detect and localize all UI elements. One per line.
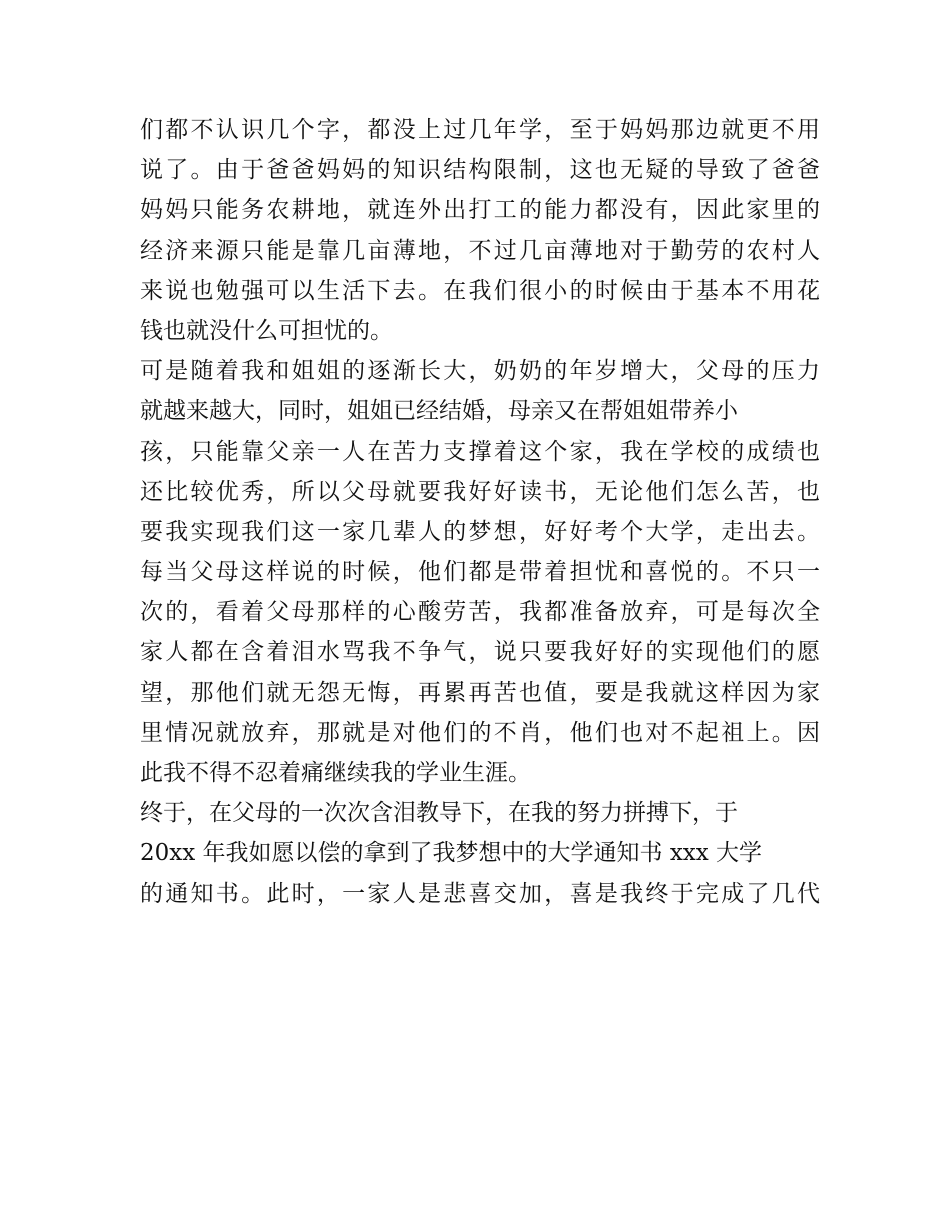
text-line: 望，那他们就无怨无悔，再累再苦也值，要是我就这样因为家 (140, 679, 820, 706)
text-line: 要我实现我们这一家几辈人的梦想，好好考个大学，走出去。 (140, 518, 820, 545)
text-line: 钱也就没什么可担忧的。 (140, 317, 393, 344)
text-line: 终于，在父母的一次次含泪教导下，在我的努力拼搏下，于 (140, 800, 738, 827)
text-line: 妈妈只能务农耕地，就连外出打工的能力都没有，因此家里的 (140, 197, 820, 224)
text-line: 此我不得不忍着痛继续我的学业生涯。 (140, 760, 531, 786)
text-line: 们都不认识几个字，都没上过几年学，至于妈妈那边就更不用 (140, 117, 820, 143)
text-line: 里情况就放弃，那就是对他们的不肖，他们也对不起祖上。因 (140, 719, 820, 746)
text-line: 经济来源只能是靠几亩薄地，不过几亩薄地对于勤劳的农村人 (140, 237, 820, 264)
text-line: 孩，只能靠父亲一人在苦力支撑着这个家，我在学校的成绩也 (140, 438, 820, 465)
document-body (140, 110, 820, 914)
text-line: 次的，看着父母那样的心酸劳苦，我都准备放弃，可是每次全 (140, 599, 820, 626)
text-line: 的通知书。此时，一家人是悲喜交加，喜是我终于完成了几代 (140, 880, 820, 907)
text-line: 每当父母这样说的时候，他们都是带着担忧和喜悦的。不只一 (140, 559, 820, 586)
text-line: 还比较优秀，所以父母就要我好好读书，无论他们怎么苦，也 (140, 478, 820, 505)
text-line: 可是随着我和姐姐的逐渐长大，奶奶的年岁增大，父母的压力 (140, 358, 820, 385)
text-line: 说了。由于爸爸妈妈的知识结构限制，这也无疑的导致了爸爸 (140, 157, 820, 184)
text-line: 来说也勉强可以生活下去。在我们很小的时候由于基本不用花 (140, 277, 820, 304)
text-line: 就越来越大，同时，姐姐已经结婚，母亲又在帮姐姐带养小 (140, 398, 738, 425)
text-line: 20xx 年我如愿以偿的拿到了我梦想中的大学通知书 xxx 大学 (140, 840, 763, 867)
text-line: 家人都在含着泪水骂我不争气，说只要我好好的实现他们的愿 (140, 639, 820, 666)
